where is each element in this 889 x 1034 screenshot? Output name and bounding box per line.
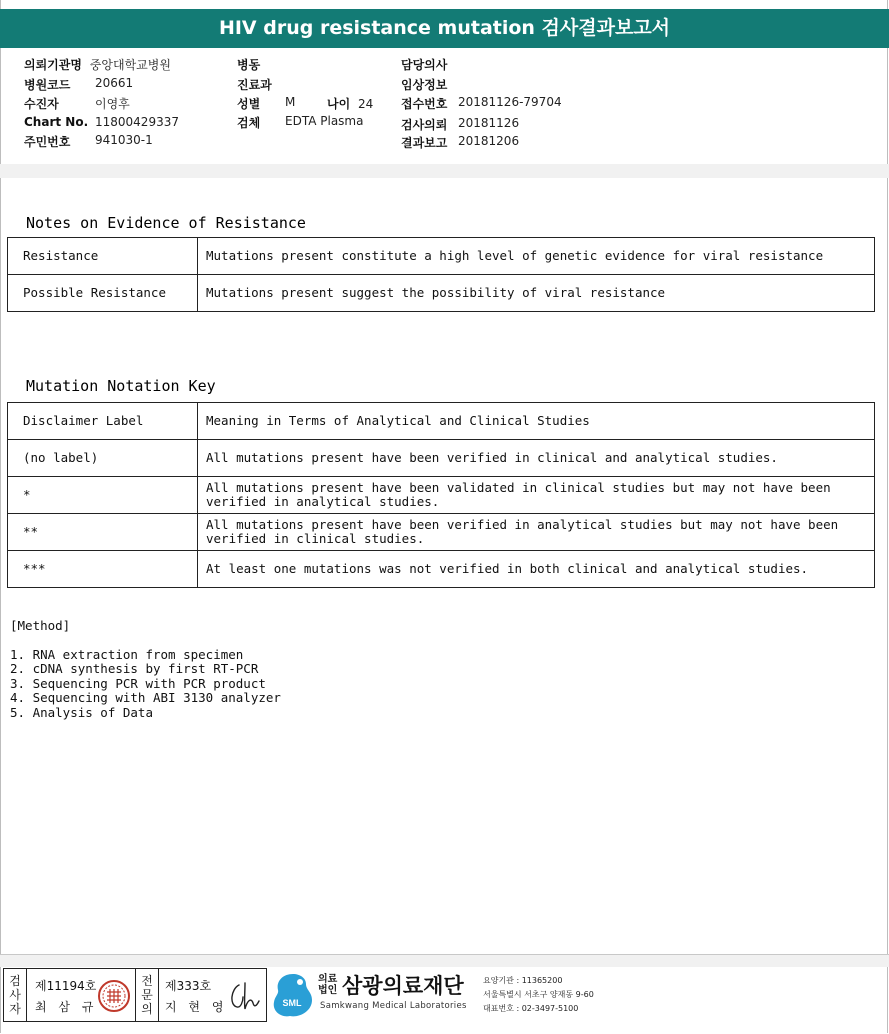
table-row	[8, 440, 875, 477]
seal-stamp-icon	[97, 979, 131, 1013]
logo-badge-text: SML	[282, 998, 302, 1008]
label-char: 의	[141, 1002, 153, 1016]
field-department	[237, 76, 272, 93]
field-specimen	[237, 114, 364, 131]
method-step: 3. Sequencing PCR with PCR product	[10, 675, 266, 691]
field-requesting-institution	[24, 56, 171, 73]
method-section	[10, 619, 281, 720]
method-step: 2. cDNA synthesis by first RT-PCR	[10, 661, 259, 676]
org-type-line: 의료	[318, 974, 338, 985]
signature-box	[3, 968, 267, 1022]
lab-logo-block	[270, 968, 610, 1024]
notes-label-cell: Possible Resistance	[8, 275, 198, 312]
org-type-label	[318, 974, 337, 996]
field-patient-name	[24, 95, 130, 112]
method-title: [Method]	[10, 618, 71, 633]
org-name: 삼광의료재단	[342, 974, 464, 998]
field-label: 나이	[327, 97, 351, 111]
method-step: 1. RNA extraction from specimen	[10, 646, 244, 662]
org-detail-line: 서울특별시 서초구 양재동 9-60	[483, 990, 594, 999]
field-age	[327, 95, 373, 112]
field-label: 주민번호	[24, 135, 71, 149]
label-char: 검	[9, 974, 21, 988]
field-label: 담당의사	[401, 58, 448, 72]
table-row	[8, 477, 875, 514]
field-label: 검사의뢰	[401, 118, 448, 132]
key-text-cell: At least one mutations was not verified in both clinical and analytical studies.	[198, 551, 875, 588]
org-type-line: 법인	[318, 985, 338, 996]
method-step: 5. Analysis of Data	[10, 704, 153, 720]
resistance-notes-table	[7, 237, 875, 312]
field-sex	[237, 95, 296, 112]
table-row	[8, 238, 875, 275]
field-value: 20181126-79704	[458, 95, 562, 109]
field-label: 접수번호	[401, 97, 448, 111]
specialist-cell	[159, 969, 267, 1021]
patient-info-panel	[0, 48, 889, 165]
field-label: 진료과	[237, 78, 272, 92]
field-label: 검체	[237, 116, 261, 130]
notes-text-cell: Mutations present constitute a high level of genetic evidence for viral resistance	[198, 238, 875, 275]
table-row	[8, 275, 875, 312]
key-label-cell: *	[8, 477, 198, 514]
field-resident-number	[24, 133, 153, 150]
mutation-notation-key-table	[7, 402, 875, 588]
field-result-report-date	[401, 134, 520, 151]
field-ward	[237, 56, 260, 73]
sml-logo-icon	[270, 972, 316, 1020]
field-label: 결과보고	[401, 136, 448, 150]
field-label: 의뢰기관명	[24, 58, 82, 72]
label-char: 자	[9, 1002, 21, 1016]
key-text-cell: All mutations present have been verified in clinical and analytical studies.	[198, 440, 875, 477]
label-char: 문	[141, 988, 153, 1002]
field-value: 중앙대학교병원	[89, 58, 171, 72]
field-label: 병원코드	[24, 78, 71, 92]
signature-icon	[225, 979, 265, 1013]
field-value: 941030-1	[95, 133, 153, 147]
key-header-text: Meaning in Terms of Analytical and Clinical Studies	[198, 403, 875, 440]
field-value: 24	[358, 97, 374, 111]
examiner-name: 최 삼 규	[35, 1000, 98, 1014]
field-clinical-info	[401, 76, 447, 93]
field-value: 11800429337	[95, 115, 179, 129]
method-steps	[10, 648, 281, 721]
report-title: HIV drug resistance mutation 검사결과보고서	[0, 9, 889, 48]
specialist-license-number: 제333호	[165, 979, 212, 993]
key-label-cell: (no label)	[8, 440, 198, 477]
field-attending-physician	[401, 56, 447, 73]
field-receipt-number	[401, 95, 562, 112]
field-value: 이영후	[95, 97, 130, 111]
field-label: 임상정보	[401, 78, 448, 92]
field-label: Chart No.	[24, 115, 89, 129]
notes-label-cell: Resistance	[8, 238, 198, 275]
org-contact-details	[483, 974, 594, 1016]
field-label: 성별	[237, 97, 261, 111]
key-text-cell: All mutations present have been verified in analytical studies but may not have been verified in clinical studies.	[198, 514, 875, 551]
org-english-name: Samkwang Medical Laboratories	[320, 1001, 467, 1011]
examiner-label	[4, 969, 27, 1021]
separator-band	[0, 164, 889, 178]
label-char: 전	[141, 974, 153, 988]
field-value: 20181126	[458, 116, 520, 130]
key-header-label: Disclaimer Label	[8, 403, 198, 440]
field-label: 수진자	[24, 97, 59, 111]
key-text-cell: All mutations present have been validated in clinical studies but may not have been verified in analytical studies.	[198, 477, 875, 514]
field-test-request-date	[401, 116, 520, 133]
table-row	[8, 514, 875, 551]
field-hospital-code	[24, 76, 134, 93]
specialist-name: 지 현 영	[165, 1000, 228, 1014]
org-detail-line: 요양기관 : 11365200	[483, 976, 563, 985]
footer-separator-band	[0, 954, 889, 967]
label-char: 사	[9, 988, 21, 1002]
notes-section-title: Notes on Evidence of Resistance	[26, 214, 306, 232]
field-value: M	[285, 95, 296, 109]
field-value: 20181206	[458, 134, 520, 148]
specialist-label	[136, 969, 159, 1021]
key-label-cell: ***	[8, 551, 198, 588]
org-detail-line: 대표번호 : 02-3497-5100	[483, 1004, 579, 1013]
field-label: 병동	[237, 58, 261, 72]
field-value: 20661	[95, 76, 134, 90]
key-section-title: Mutation Notation Key	[26, 377, 216, 395]
table-row	[8, 551, 875, 588]
notes-text-cell: Mutations present suggest the possibility of viral resistance	[198, 275, 875, 312]
examiner-license-number: 제11194호	[35, 979, 97, 993]
table-header-row	[8, 403, 875, 440]
key-label-cell: **	[8, 514, 198, 551]
field-value: EDTA Plasma	[285, 114, 364, 128]
field-chart-no	[24, 115, 179, 129]
method-step: 4. Sequencing with ABI 3130 analyzer	[10, 690, 281, 705]
examiner-cell	[27, 969, 136, 1021]
